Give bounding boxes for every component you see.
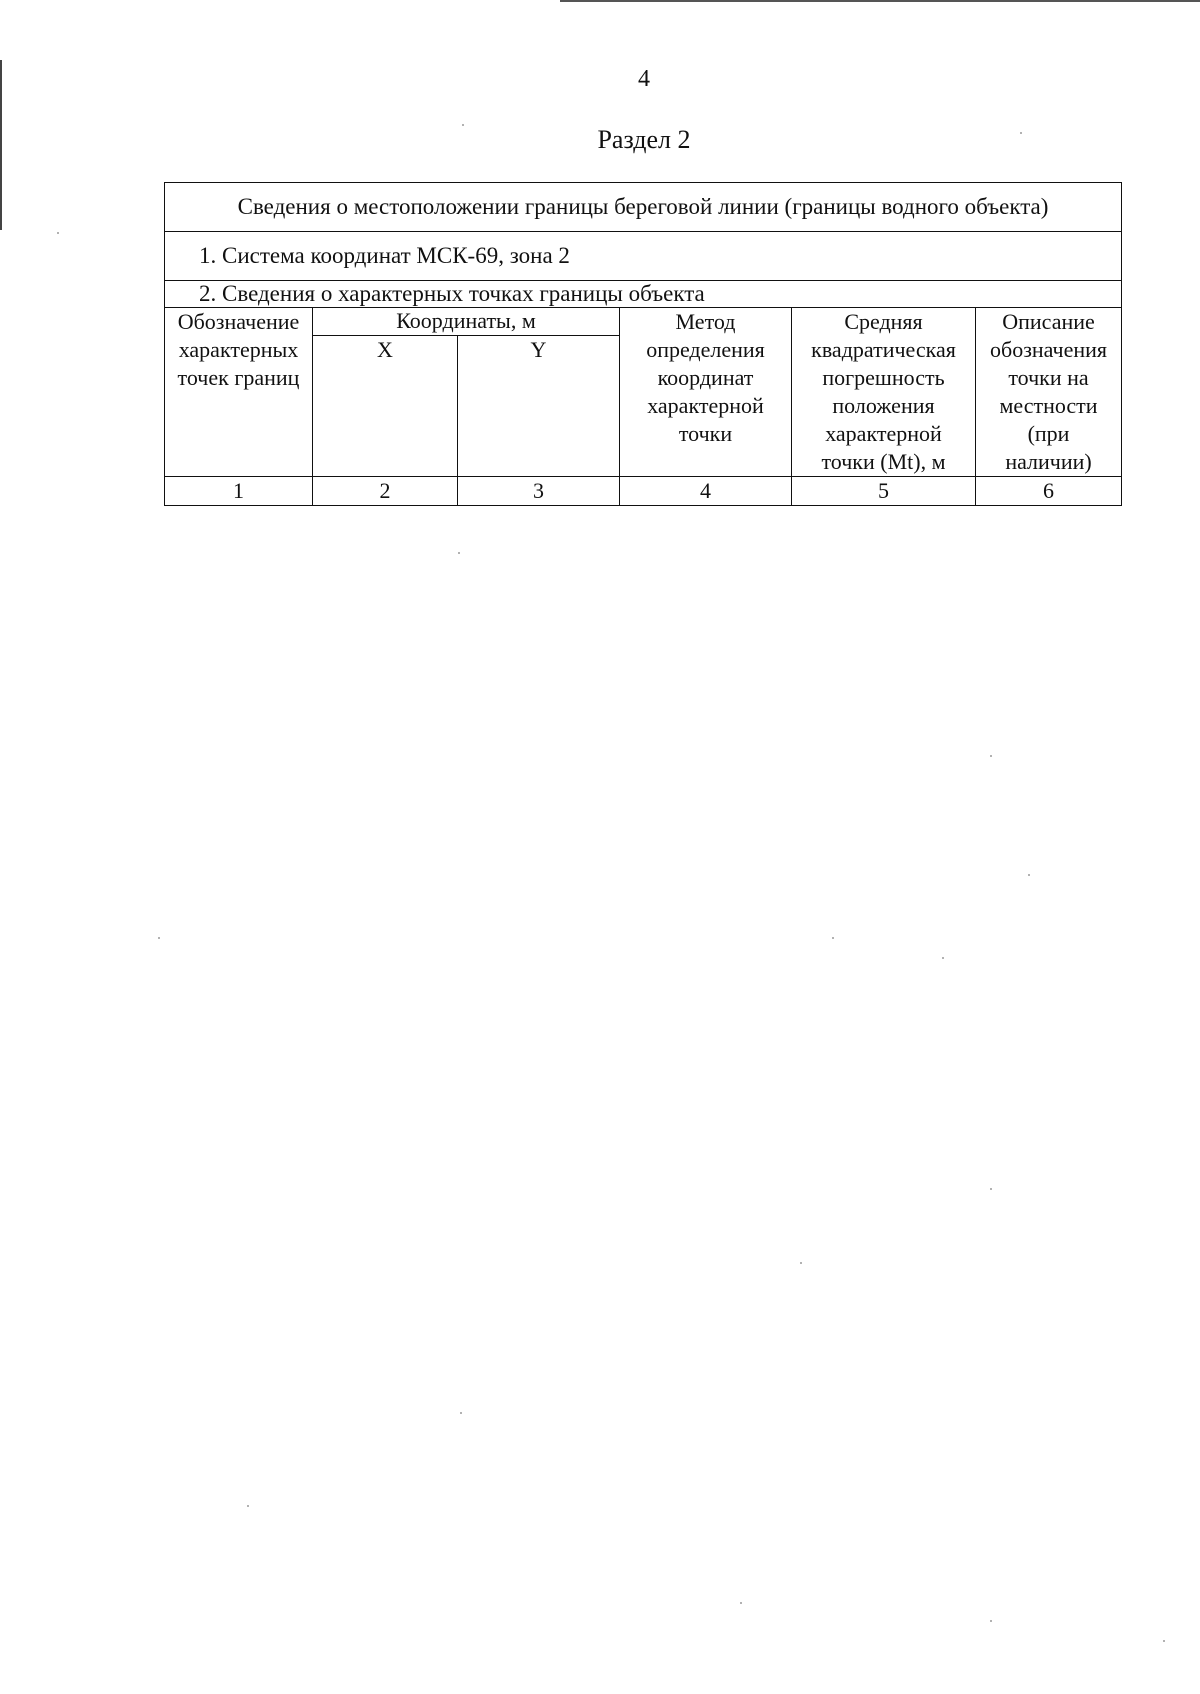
column-header-y: Y <box>458 335 620 476</box>
scan-speck <box>462 124 464 126</box>
scan-speck <box>990 1620 992 1622</box>
coordinate-system-row: 1. Система координат МСК-69, зона 2 <box>165 232 1122 281</box>
scan-speck <box>458 552 460 554</box>
scan-speck <box>800 1262 802 1264</box>
scan-speck <box>1020 132 1022 134</box>
column-number: 5 <box>792 477 976 506</box>
scan-speck <box>460 1412 462 1414</box>
scan-speck <box>1163 1640 1165 1642</box>
column-number: 6 <box>976 477 1122 506</box>
column-header-designation: Обозначение характерных точек границ <box>165 308 313 477</box>
column-header-x: X <box>313 335 458 476</box>
scan-speck <box>832 937 834 939</box>
column-number: 2 <box>313 477 458 506</box>
column-header-description: Описание обозначения точки на местности (при наличии) <box>976 308 1122 477</box>
scan-speck <box>1028 874 1030 876</box>
column-header-coordinates: Координаты, м <box>313 308 620 336</box>
scan-speck <box>247 1505 249 1507</box>
column-header-method: Метод определения координат характерной точки <box>620 308 792 477</box>
scan-speck <box>990 755 992 757</box>
table-heading: Сведения о местоположении границы береговой линии (границы водного объекта) <box>165 183 1122 232</box>
column-number: 4 <box>620 477 792 506</box>
scan-speck <box>158 937 160 939</box>
column-number: 1 <box>165 477 313 506</box>
section-title: Раздел 2 <box>597 125 691 154</box>
scan-top-edge <box>560 0 1200 2</box>
scan-speck <box>942 957 944 959</box>
scan-speck <box>57 232 59 234</box>
scan-speck <box>990 1188 992 1190</box>
page-number: 4 <box>638 66 650 92</box>
points-heading-row: 2. Сведения о характерных точках границы объекта <box>165 281 1122 308</box>
boundary-table <box>164 182 1122 506</box>
scan-speck <box>740 1602 742 1604</box>
column-number: 3 <box>458 477 620 506</box>
column-header-mean-error: Средняя квадратическая погрешность положения характерной точки (Mt), м <box>792 308 976 477</box>
